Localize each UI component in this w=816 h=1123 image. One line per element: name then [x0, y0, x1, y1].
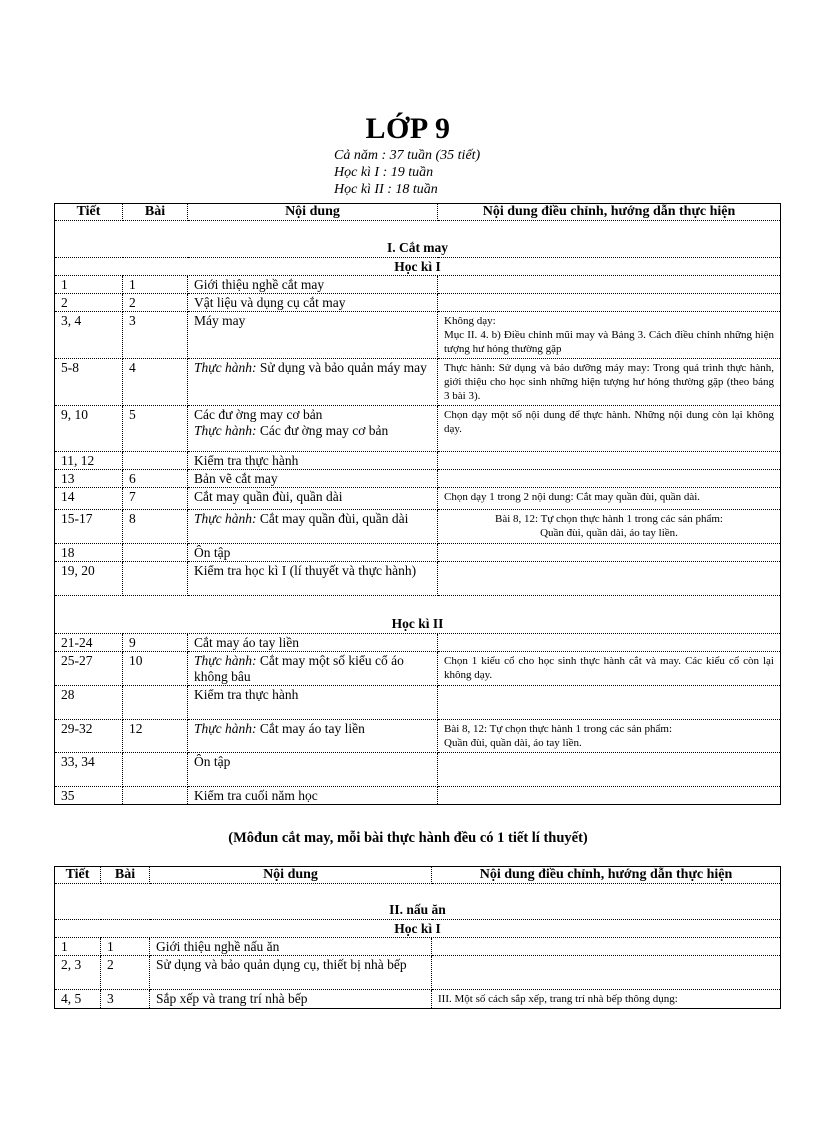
header-noidung: Nội dung — [188, 204, 438, 221]
cell-content — [188, 312, 438, 359]
table-row — [55, 294, 781, 312]
table-row — [55, 686, 781, 720]
cell-tiet: 15-17 — [55, 510, 123, 544]
table-row — [55, 753, 781, 787]
content-text: Vật liệu và dụng cụ cắt may — [194, 295, 346, 310]
table-row — [55, 359, 781, 406]
cell-tiet: 4, 5 — [55, 990, 101, 1009]
cell-bai — [123, 753, 188, 787]
cell-content — [150, 990, 432, 1009]
table-row — [55, 276, 781, 294]
cell-content — [188, 634, 438, 652]
cell-adjustment — [438, 753, 781, 787]
practice-label: Thực hành: — [194, 423, 257, 438]
cell-tiet: 18 — [55, 544, 123, 562]
table-row — [55, 990, 781, 1009]
cell-tiet: 1 — [55, 938, 101, 956]
cell-adjustment — [438, 787, 781, 805]
cell-bai: 1 — [123, 276, 188, 294]
content-text: Cắt may quần đùi, quần dài — [194, 489, 343, 504]
semester2-duration: Học kì II : 18 tuần — [334, 182, 438, 197]
cell-adjustment — [438, 562, 781, 596]
header-bai: Bài — [123, 204, 188, 221]
cell-content — [188, 510, 438, 544]
content-text: Ôn tập — [194, 545, 231, 560]
header-dieuchinh: Nội dung điều chỉnh, hướng dẫn thực hiện — [438, 204, 781, 221]
section-row — [55, 221, 781, 258]
header-dieuchinh: Nội dung điều chỉnh, hướng dẫn thực hiện — [432, 867, 781, 884]
cell-bai: 8 — [123, 510, 188, 544]
practice-label: Thực hành: — [194, 360, 257, 375]
cell-adjustment — [438, 276, 781, 294]
table-row — [55, 562, 781, 596]
module-caption: (Môđun cắt may, mỗi bài thực hành đều có 1 tiết lí thuyết) — [228, 830, 588, 846]
content-text: Kiểm tra học kì I (lí thuyết và thực hành) — [194, 563, 417, 578]
content-text: Kiểm tra thực hành — [194, 453, 299, 468]
content-text: Kiểm tra cuối năm học — [194, 788, 318, 803]
cell-content — [188, 544, 438, 562]
practice-label: Thực hành: — [194, 653, 257, 668]
content-text: Cắt may áo tay liền — [194, 635, 299, 650]
semester-title: Học kì II — [55, 596, 781, 634]
cell-bai — [123, 562, 188, 596]
content-text: Máy may — [194, 313, 246, 328]
table-row — [55, 652, 781, 686]
cell-tiet: 35 — [55, 787, 123, 805]
table-row — [55, 787, 781, 805]
cell-tiet: 2 — [55, 294, 123, 312]
cell-bai: 4 — [123, 359, 188, 406]
cell-adjustment — [438, 294, 781, 312]
content-text: Ôn tập — [194, 754, 231, 769]
cell-tiet: 25-27 — [55, 652, 123, 686]
cell-tiet: 9, 10 — [55, 406, 123, 452]
cell-content — [188, 276, 438, 294]
practice-label: Thực hành: — [194, 511, 257, 526]
section-title: II. nấu ăn — [55, 884, 781, 920]
table-row — [55, 544, 781, 562]
cell-tiet: 19, 20 — [55, 562, 123, 596]
content-text: Cắt may một số kiểu cổ áo không bâu — [194, 653, 404, 684]
table-header-row — [55, 867, 781, 884]
cell-adjustment: Không dạy: Mục II. 4. b) Điều chỉnh mũi may và Bảng 3. Cách điều chỉnh những hiện tượng hư hỏng thường gặp — [438, 312, 781, 359]
table-row — [55, 720, 781, 753]
cell-adjustment: Thực hành: Sử dụng và bảo dưỡng máy may: Trong quá trình thực hành, giới thiệu cho học sinh những hiện tượng hư hỏng thường gặp (theo bảng 3 bài 3). — [438, 359, 781, 406]
cell-content — [188, 720, 438, 753]
cell-adjustment — [438, 470, 781, 488]
content-text: Các đư ờng may cơ bản — [256, 423, 389, 438]
cell-bai: 1 — [101, 938, 150, 956]
cell-bai — [123, 686, 188, 720]
cell-tiet: 2, 3 — [55, 956, 101, 990]
section-row — [55, 884, 781, 920]
cell-bai: 6 — [123, 470, 188, 488]
table-row — [55, 406, 781, 452]
curriculum-table-sewing — [54, 203, 781, 805]
semester-row — [55, 920, 781, 938]
cell-bai: 10 — [123, 652, 188, 686]
cell-content — [188, 488, 438, 510]
cell-bai: 2 — [101, 956, 150, 990]
curriculum-table-cooking — [54, 866, 781, 1009]
content-text: Giới thiệu nghề cắt may — [194, 277, 325, 292]
table-row — [55, 510, 781, 544]
cell-content — [150, 956, 432, 990]
cell-bai: 9 — [123, 634, 188, 652]
semester1-duration: Học kì I : 19 tuần — [334, 165, 434, 180]
cell-tiet: 29-32 — [55, 720, 123, 753]
table-row — [55, 470, 781, 488]
content-text: Kiểm tra thực hành — [194, 687, 299, 702]
cell-adjustment: Chọn 1 kiểu cổ cho học sinh thực hành cắt và may. Các kiểu cổ còn lại không dạy. — [438, 652, 781, 686]
cell-content — [188, 787, 438, 805]
semester-title: Học kì I — [55, 258, 781, 276]
header-tiet: Tiết — [55, 204, 123, 221]
table-row — [55, 956, 781, 990]
cell-adjustment — [438, 686, 781, 720]
table-row — [55, 488, 781, 510]
table-header-row — [55, 204, 781, 221]
cell-content — [188, 294, 438, 312]
cell-tiet: 33, 34 — [55, 753, 123, 787]
cell-bai: 2 — [123, 294, 188, 312]
cell-tiet: 11, 12 — [55, 452, 123, 470]
semester-title: Học kì I — [55, 920, 781, 938]
cell-adjustment — [432, 956, 781, 990]
cell-adjustment: Chọn dạy 1 trong 2 nội dung: Cắt may quần đùi, quần dài. — [438, 488, 781, 510]
cell-content — [188, 652, 438, 686]
table-row — [55, 312, 781, 359]
cell-bai: 12 — [123, 720, 188, 753]
table-row — [55, 452, 781, 470]
semester-row — [55, 596, 781, 634]
cell-adjustment: III. Một số cách sắp xếp, trang trí nhà bếp thông dụng: — [432, 990, 781, 1009]
cell-tiet: 14 — [55, 488, 123, 510]
cell-content — [188, 562, 438, 596]
content-text: Các đư ờng may cơ bản — [194, 407, 323, 422]
cell-tiet: 13 — [55, 470, 123, 488]
cell-bai: 3 — [101, 990, 150, 1009]
cell-tiet: 5-8 — [55, 359, 123, 406]
cell-tiet: 1 — [55, 276, 123, 294]
content-text: Cắt may áo tay liền — [256, 721, 365, 736]
table-row — [55, 634, 781, 652]
content-text: Cắt may quần đùi, quần dài — [256, 511, 409, 526]
content-text: Sử dụng và bảo quản dụng cụ, thiết bị nhà bếp — [156, 957, 407, 972]
cell-tiet: 3, 4 — [55, 312, 123, 359]
cell-content — [188, 452, 438, 470]
content-text: Giới thiệu nghề nấu ăn — [156, 939, 280, 954]
cell-adjustment — [432, 938, 781, 956]
header-noidung: Nội dung — [150, 867, 432, 884]
content-text: Sắp xếp và trang trí nhà bếp — [156, 991, 308, 1006]
header-bai: Bài — [101, 867, 150, 884]
semester-row — [55, 258, 781, 276]
cell-adjustment: Bài 8, 12: Tự chọn thực hành 1 trong các sản phẩm: Quần đùi, quần dài, áo tay liền. — [438, 720, 781, 753]
cell-bai: 5 — [123, 406, 188, 452]
section-title: I. Cắt may — [55, 221, 781, 258]
header-tiet: Tiết — [55, 867, 101, 884]
cell-adjustment: Bài 8, 12: Tự chọn thực hành 1 trong các sản phẩm: Quần đùi, quần dài, áo tay liền. — [438, 510, 781, 544]
content-text: Bản vẽ cắt may — [194, 471, 278, 486]
cell-adjustment: Chọn dạy một số nội dung để thực hành. Những nội dung còn lại không dạy. — [438, 406, 781, 452]
cell-content — [188, 359, 438, 406]
cell-tiet: 21-24 — [55, 634, 123, 652]
cell-adjustment — [438, 452, 781, 470]
cell-content — [188, 406, 438, 452]
cell-bai — [123, 452, 188, 470]
practice-label: Thực hành: — [194, 721, 257, 736]
cell-adjustment — [438, 544, 781, 562]
cell-adjustment — [438, 634, 781, 652]
cell-content — [188, 686, 438, 720]
cell-bai: 3 — [123, 312, 188, 359]
cell-bai: 7 — [123, 488, 188, 510]
cell-content — [188, 470, 438, 488]
cell-content — [150, 938, 432, 956]
page-title: LỚP 9 — [365, 112, 451, 145]
cell-bai — [123, 787, 188, 805]
cell-content — [188, 753, 438, 787]
cell-bai — [123, 544, 188, 562]
cell-tiet: 28 — [55, 686, 123, 720]
year-duration: Cả năm : 37 tuần (35 tiết) — [334, 148, 481, 163]
table-row — [55, 938, 781, 956]
content-text: Sử dụng và bảo quản máy may — [256, 360, 427, 375]
